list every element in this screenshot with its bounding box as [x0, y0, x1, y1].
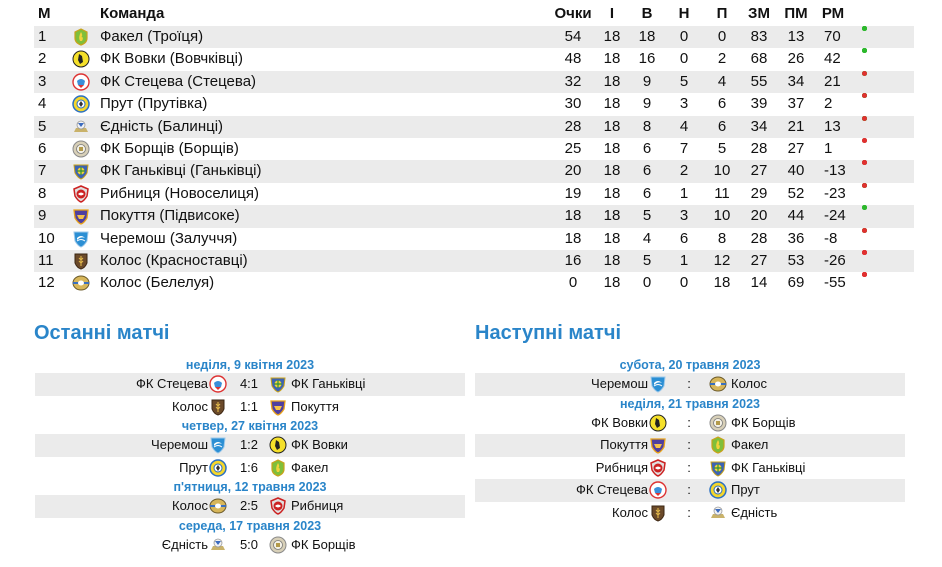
losses-cell: 10 — [713, 162, 731, 180]
losses-cell: 0 — [717, 28, 727, 45]
table-row[interactable] — [34, 205, 914, 227]
losses-cell: 18 — [713, 274, 731, 292]
goal-diff-cell: 13 — [824, 117, 841, 135]
match-row[interactable] — [35, 457, 465, 480]
draws-cell: 5 — [679, 72, 689, 90]
match-row[interactable] — [475, 457, 905, 480]
draws-cell: 7 — [679, 139, 689, 157]
goals-for-cell: 83 — [750, 28, 768, 45]
wins-cell: 16 — [638, 50, 656, 68]
team-name[interactable]: ФК Ганьківці (Ганьківці) — [100, 162, 262, 180]
match-row[interactable] — [475, 479, 905, 502]
goal-diff-cell: 2 — [824, 95, 833, 113]
kolos-b-icon — [709, 375, 727, 393]
home-team[interactable]: Рибниця — [595, 459, 648, 475]
kolos-k-icon — [209, 398, 227, 416]
pos-cell: 2 — [38, 50, 47, 68]
form-loss-dot — [862, 183, 867, 188]
match-score: 1:2 — [239, 437, 259, 452]
goal-diff-cell: -13 — [824, 162, 846, 180]
match-row[interactable] — [35, 434, 465, 457]
match-row[interactable] — [35, 373, 465, 396]
yednist-icon — [709, 504, 727, 522]
home-team[interactable]: Черемош — [591, 376, 648, 391]
table-row[interactable] — [34, 26, 914, 48]
header-points[interactable]: Очки — [554, 5, 592, 22]
goals-against-cell: 13 — [787, 28, 805, 45]
home-team[interactable]: Колос — [172, 398, 208, 414]
yednist-icon — [72, 118, 90, 136]
games-cell: 18 — [603, 207, 621, 225]
wins-cell: 5 — [642, 251, 652, 269]
form-loss-dot — [862, 272, 867, 277]
games-cell: 18 — [603, 139, 621, 157]
match-score: 1:6 — [239, 459, 259, 475]
next-matches-title: Наступні матчі — [475, 322, 621, 344]
form-win-dot — [862, 26, 867, 31]
team-name[interactable]: Колос (Красноставці) — [100, 251, 248, 269]
hankivtsi-icon — [709, 459, 727, 477]
goals-for-cell: 14 — [750, 274, 768, 292]
losses-cell: 8 — [717, 229, 727, 247]
games-cell: 18 — [603, 184, 621, 202]
home-team[interactable]: ФК Стецева — [575, 482, 648, 497]
draws-cell: 0 — [679, 274, 689, 292]
draws-cell: 3 — [679, 207, 689, 225]
games-cell: 18 — [603, 72, 621, 90]
table-header — [34, 2, 914, 26]
wins-cell: 9 — [642, 95, 652, 113]
games-cell: 18 — [603, 50, 621, 68]
away-team[interactable]: Покуття — [291, 398, 339, 414]
pos-cell: 10 — [38, 229, 55, 247]
last-matches-panel — [35, 357, 465, 556]
form-loss-dot — [862, 138, 867, 143]
away-team[interactable]: Колос — [731, 376, 767, 391]
header-pos[interactable]: М — [38, 5, 51, 22]
match-date: неділя, 9 квітня 2023 — [185, 358, 315, 372]
pos-cell: 4 — [38, 95, 47, 113]
form-loss-dot — [862, 160, 867, 165]
prut-icon — [209, 459, 227, 477]
header-goals-against[interactable]: ПМ — [784, 5, 808, 22]
stetseva-icon — [649, 481, 667, 499]
kolos-b-icon — [209, 497, 227, 515]
team-name[interactable]: Покуття (Підвисоке) — [100, 207, 240, 225]
pos-cell: 5 — [38, 117, 47, 135]
goal-diff-cell: -8 — [824, 229, 838, 247]
points-cell: 25 — [564, 139, 582, 157]
losses-cell: 10 — [713, 207, 731, 225]
pos-cell: 8 — [38, 184, 47, 202]
next-matches-panel — [475, 357, 905, 524]
wins-cell: 8 — [642, 117, 652, 135]
goals-against-cell: 27 — [787, 139, 805, 157]
pos-cell: 9 — [38, 207, 47, 225]
team-name[interactable]: Єдність (Балинці) — [100, 117, 224, 135]
goal-diff-cell: 1 — [824, 139, 833, 157]
games-cell: 18 — [603, 117, 621, 135]
table-row[interactable] — [34, 250, 914, 272]
stetseva-icon — [72, 73, 90, 91]
home-team[interactable]: Прут — [179, 459, 208, 475]
wins-cell: 6 — [642, 139, 652, 157]
games-cell: 18 — [603, 229, 621, 247]
goal-diff-cell: 70 — [824, 28, 841, 45]
goals-against-cell: 44 — [787, 207, 805, 225]
form-loss-dot — [862, 228, 867, 233]
points-cell: 20 — [564, 162, 582, 180]
pos-cell: 3 — [38, 72, 47, 90]
goals-against-cell: 34 — [787, 72, 805, 90]
table-row[interactable] — [34, 71, 914, 93]
points-cell: 54 — [564, 28, 582, 45]
fakel-icon — [709, 436, 727, 454]
team-name[interactable]: Прут (Прутівка) — [100, 95, 208, 113]
team-name[interactable]: ФК Борщів (Борщів) — [100, 139, 239, 157]
vovky-icon — [649, 414, 667, 432]
away-team[interactable]: ФК Ганьківці — [291, 376, 366, 391]
form-loss-dot — [862, 250, 867, 255]
pokuttia-icon — [269, 398, 287, 416]
draws-cell: 2 — [679, 162, 689, 180]
goals-for-cell: 55 — [750, 72, 768, 90]
home-team[interactable]: Колос — [172, 498, 208, 513]
match-score: : — [687, 504, 691, 520]
away-team[interactable]: Прут — [731, 482, 760, 497]
goals-for-cell: 29 — [750, 184, 768, 202]
wins-cell: 18 — [638, 28, 656, 45]
goals-against-cell: 21 — [787, 117, 805, 135]
match-date: середа, 17 травня 2023 — [178, 518, 322, 533]
table-row[interactable] — [34, 160, 914, 182]
table-row[interactable] — [34, 116, 914, 138]
form-loss-dot — [862, 116, 867, 121]
team-name[interactable]: Факел (Троїця) — [100, 28, 204, 45]
match-row[interactable] — [475, 434, 905, 457]
goals-for-cell: 28 — [750, 229, 768, 247]
goals-for-cell: 68 — [750, 50, 768, 68]
fakel-icon — [72, 28, 90, 46]
pos-cell: 6 — [38, 139, 47, 157]
points-cell: 19 — [564, 184, 582, 202]
draws-cell: 1 — [679, 184, 689, 202]
games-cell: 18 — [603, 28, 621, 45]
wins-cell: 0 — [642, 274, 652, 292]
vovky-icon — [72, 50, 90, 68]
match-row[interactable] — [35, 495, 465, 518]
header-goals-for[interactable]: ЗМ — [748, 5, 770, 22]
wins-cell: 9 — [642, 72, 652, 90]
goal-diff-cell: -26 — [824, 251, 846, 269]
draws-cell: 6 — [679, 229, 689, 247]
kolos-b-icon — [72, 274, 90, 292]
goal-diff-cell: -23 — [824, 184, 846, 202]
pos-cell: 1 — [38, 28, 47, 45]
draws-cell: 1 — [679, 251, 689, 269]
match-date: субота, 20 травня 2023 — [619, 358, 761, 372]
pos-cell: 12 — [38, 274, 55, 292]
points-cell: 16 — [564, 251, 582, 269]
match-date: неділя, 21 травня 2023 — [620, 396, 760, 411]
kolos-k-icon — [72, 252, 90, 270]
away-team[interactable]: ФК Вовки — [291, 437, 348, 452]
table-row[interactable] — [34, 93, 914, 115]
rybnytsia-icon — [269, 497, 287, 515]
goals-for-cell: 20 — [750, 207, 768, 225]
yednist-icon — [209, 536, 227, 554]
rybnytsia-icon — [649, 459, 667, 477]
away-team[interactable]: Єдність — [731, 504, 778, 520]
losses-cell: 6 — [717, 95, 727, 113]
header-team[interactable]: Команда — [100, 5, 165, 22]
pokuttia-icon — [72, 207, 90, 225]
home-team[interactable]: Покуття — [600, 437, 648, 452]
pos-cell: 11 — [38, 251, 54, 269]
kolos-k-icon — [649, 504, 667, 522]
cheremosh-icon — [72, 230, 90, 248]
table-row[interactable] — [34, 272, 914, 294]
standings-table — [34, 2, 914, 295]
points-cell: 28 — [564, 117, 582, 135]
vovky-icon — [269, 436, 287, 454]
match-row[interactable] — [35, 534, 465, 557]
draws-cell: 0 — [679, 50, 689, 68]
prut-icon — [72, 95, 90, 113]
home-team[interactable]: ФК Вовки — [591, 414, 648, 430]
match-row[interactable] — [475, 412, 905, 435]
match-score: : — [687, 459, 691, 475]
away-team[interactable]: ФК Борщів — [291, 536, 356, 552]
goal-diff-cell: -55 — [824, 274, 846, 292]
goals-against-cell: 26 — [787, 50, 805, 68]
match-score: 2:5 — [239, 498, 259, 513]
goals-for-cell: 27 — [750, 251, 768, 269]
away-team[interactable]: Факел — [291, 459, 329, 475]
form-loss-dot — [862, 93, 867, 98]
pos-cell: 7 — [38, 162, 47, 180]
match-score: : — [687, 376, 691, 391]
wins-cell: 4 — [642, 229, 652, 247]
match-score: : — [687, 437, 691, 452]
games-cell: 18 — [603, 251, 621, 269]
goals-for-cell: 27 — [750, 162, 768, 180]
wins-cell: 6 — [642, 162, 652, 180]
match-row[interactable] — [35, 396, 465, 419]
header-games[interactable]: І — [609, 5, 615, 22]
stetseva-icon — [209, 375, 227, 393]
header-goal-diff[interactable]: РМ — [821, 5, 845, 22]
table-row[interactable] — [34, 228, 914, 250]
match-score: 4:1 — [239, 376, 259, 391]
draws-cell: 3 — [679, 95, 689, 113]
team-name[interactable]: Колос (Белелуя) — [100, 274, 215, 292]
match-row[interactable] — [475, 373, 905, 396]
points-cell: 18 — [564, 207, 582, 225]
form-loss-dot — [862, 71, 867, 76]
table-row[interactable] — [34, 138, 914, 160]
losses-cell: 2 — [717, 50, 727, 68]
goal-diff-cell: 42 — [824, 50, 841, 68]
home-team[interactable]: ФК Стецева — [135, 376, 208, 391]
home-team[interactable]: Єдність — [161, 536, 208, 552]
match-score: : — [687, 414, 691, 430]
match-row[interactable] — [475, 502, 905, 525]
prut-icon — [709, 481, 727, 499]
rybnytsia-icon — [72, 185, 90, 203]
table-row[interactable] — [34, 48, 914, 70]
match-score: 1:1 — [239, 398, 259, 414]
cheremosh-icon — [209, 436, 227, 454]
goals-against-cell: 52 — [787, 184, 805, 202]
goals-for-cell: 39 — [750, 95, 768, 113]
draws-cell: 0 — [679, 28, 689, 45]
goals-against-cell: 53 — [787, 251, 805, 269]
away-team[interactable]: Факел — [731, 437, 769, 452]
goals-against-cell: 36 — [787, 229, 805, 247]
match-score: 5:0 — [239, 536, 259, 552]
draws-cell: 4 — [679, 117, 689, 135]
header-wins[interactable]: В — [641, 5, 653, 22]
goal-diff-cell: 21 — [824, 72, 841, 90]
header-losses[interactable]: П — [716, 5, 728, 22]
header-draws[interactable]: Н — [678, 5, 690, 22]
away-team[interactable]: Рибниця — [291, 498, 344, 513]
losses-cell: 6 — [717, 117, 727, 135]
losses-cell: 4 — [717, 72, 727, 90]
home-team[interactable]: Колос — [612, 504, 648, 520]
goals-for-cell: 34 — [750, 117, 768, 135]
points-cell: 32 — [564, 72, 582, 90]
losses-cell: 12 — [713, 251, 731, 269]
away-team[interactable]: ФК Борщів — [731, 414, 796, 430]
team-name[interactable]: ФК Стецева (Стецева) — [100, 72, 257, 90]
match-date: четвер, 27 квітня 2023 — [181, 419, 319, 433]
team-name[interactable]: Рибниця (Новоселиця) — [100, 184, 260, 202]
home-team[interactable]: Черемош — [151, 437, 208, 452]
points-cell: 48 — [564, 50, 582, 68]
pokuttia-icon — [649, 436, 667, 454]
match-date: п'ятниця, 12 травня 2023 — [173, 480, 327, 494]
goal-diff-cell: -24 — [824, 207, 846, 225]
points-cell: 0 — [568, 274, 578, 292]
points-cell: 18 — [564, 229, 582, 247]
fakel-icon — [269, 459, 287, 477]
games-cell: 18 — [603, 274, 621, 292]
borshchiv-icon — [269, 536, 287, 554]
hankivtsi-icon — [72, 162, 90, 180]
games-cell: 18 — [603, 95, 621, 113]
borshchiv-icon — [709, 414, 727, 432]
team-name[interactable]: Черемош (Залуччя) — [100, 229, 238, 247]
table-row[interactable] — [34, 183, 914, 205]
wins-cell: 6 — [642, 184, 652, 202]
goals-against-cell: 69 — [787, 274, 805, 292]
form-win-dot — [862, 48, 867, 53]
hankivtsi-icon — [269, 375, 287, 393]
cheremosh-icon — [649, 375, 667, 393]
borshchiv-icon — [72, 140, 90, 158]
losses-cell: 5 — [717, 139, 727, 157]
goals-for-cell: 28 — [750, 139, 768, 157]
away-team[interactable]: ФК Ганьківці — [731, 459, 806, 475]
losses-cell: 11 — [714, 184, 730, 202]
points-cell: 30 — [564, 95, 582, 113]
goals-against-cell: 37 — [787, 95, 805, 113]
goals-against-cell: 40 — [787, 162, 805, 180]
team-name[interactable]: ФК Вовки (Вовчківці) — [100, 50, 243, 68]
games-cell: 18 — [603, 162, 621, 180]
last-matches-title: Останні матчі — [34, 322, 170, 344]
match-score: : — [687, 482, 691, 497]
form-win-dot — [862, 205, 867, 210]
wins-cell: 5 — [642, 207, 652, 225]
